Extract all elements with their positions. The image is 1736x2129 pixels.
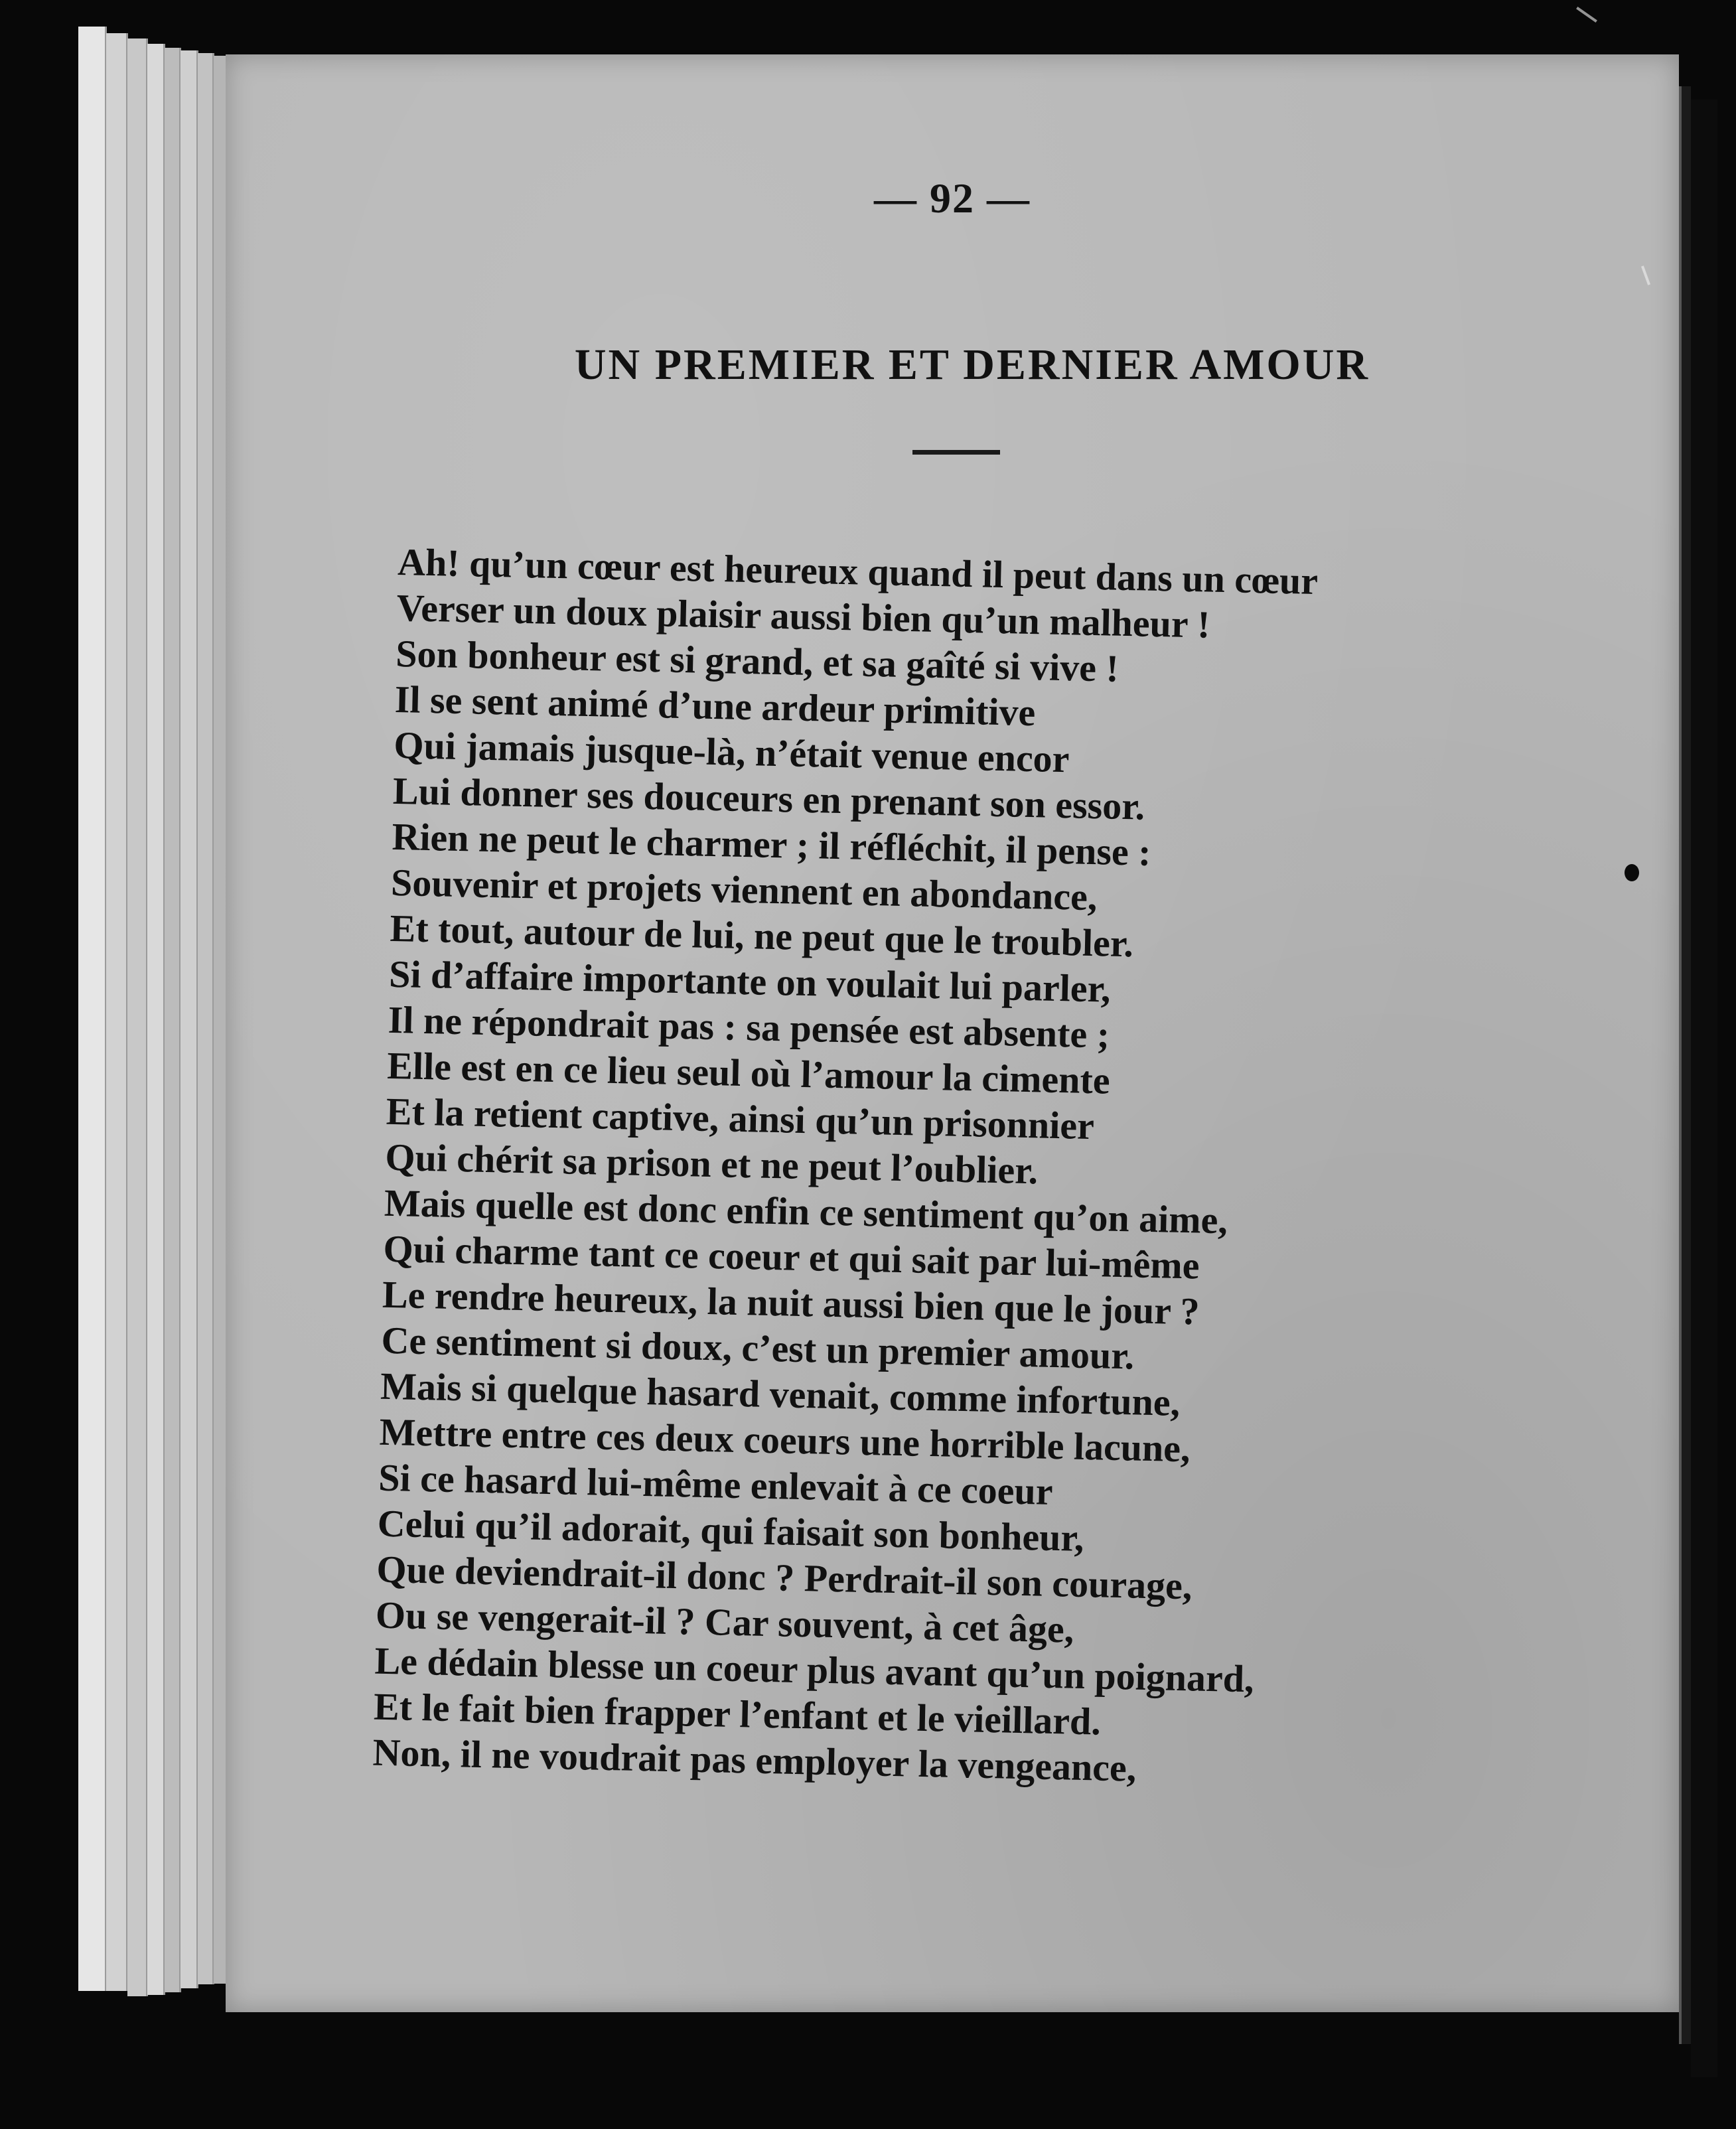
poem-line: Il ne répondrait pas : sa pensée est absente ; [388,997,1110,1057]
poem-line: Mais quelle est donc enfin ce sentiment qu’on aime, [384,1181,1228,1242]
title-rule [912,450,1000,455]
poem-line: Son bonheur est si grand, et sa gaîté si vive ! [395,631,1120,690]
spine-edge [1679,86,1691,2044]
poem-line: Non, il ne voudrait pas employer la vengeance, [372,1730,1137,1790]
ink-spot [1625,864,1639,881]
page-edge [147,44,165,1995]
poem-line: Et le fait bien frapper l’enfant et le vieillard. [373,1684,1102,1743]
page-edge [181,50,198,1988]
poem-line: Le dédain blesse un coeur plus avant qu’un poignard, [374,1639,1255,1701]
poem-line: Ou se vengerait-il ? Car souvent, à cet âge, [375,1593,1074,1651]
poem-line: Qui charme tant ce coeur et qui sait par lui-même [382,1226,1200,1287]
poem-body [372,539,1593,1800]
facing-page-edge [1691,100,1717,2077]
book-page [226,54,1679,2012]
page-edge [198,53,214,1984]
page-edge [127,38,148,1996]
poem-line: Mais si quelque hasard venait, comme infortune, [380,1364,1181,1424]
page-number: — 92 — [874,175,1031,222]
poem-line: Mettre entre ces deux coeurs une horrible lacune, [379,1410,1191,1471]
poem-line: Qui chérit sa prison et ne peut l’oublier. [384,1135,1039,1193]
poem-line: Rien ne peut le charmer ; il réfléchit, il pense : [391,814,1152,874]
poem-line: Si ce hasard lui-même enlevait à ce coeur [378,1455,1054,1513]
poem-line: Si d’affaire importante on voulait lui parler, [388,952,1112,1011]
poem-line: Lui donner ses douceurs en prenant son essor. [392,769,1145,828]
poem-line: Que deviendrait-il donc ? Perdrait-il son courage, [376,1547,1193,1608]
poem-line: Souvenir et projets viennent en abondance, [390,860,1098,919]
poem-line: Il se sent animé d’une ardeur primitive [394,677,1036,735]
poem-line: Et la retient captive, ainsi qu’un prisonnier [386,1089,1095,1148]
poem-line: Et tout, autour de lui, ne peut que le troubler. [390,906,1134,966]
poem-line: Elle est en ce lieu seul où l’amour la cimente [386,1043,1111,1102]
page-edge [78,27,107,1991]
poem-line: Le rendre heureux, la nuit aussi bien que le jour ? [382,1272,1200,1333]
poem-title: UN PREMIER ET DERNIER AMOUR [574,340,1370,389]
film-scratch [1576,7,1597,23]
poem-line: Celui qu’il adorait, qui faisait son bonheur, [377,1501,1085,1560]
page-edge [165,48,181,1992]
page-edge [106,33,128,1991]
poem-line: Qui jamais jusque-là, n’était venue encor [393,723,1070,781]
poem-line: Ah! qu’un cœur est heureux quand il peut dans un cœur [397,540,1319,603]
poem-line: Verser un doux plaisir aussi bien qu’un malheur ! [396,585,1211,646]
poem-line: Ce sentiment si doux, c’est un premier amour. [381,1318,1135,1378]
